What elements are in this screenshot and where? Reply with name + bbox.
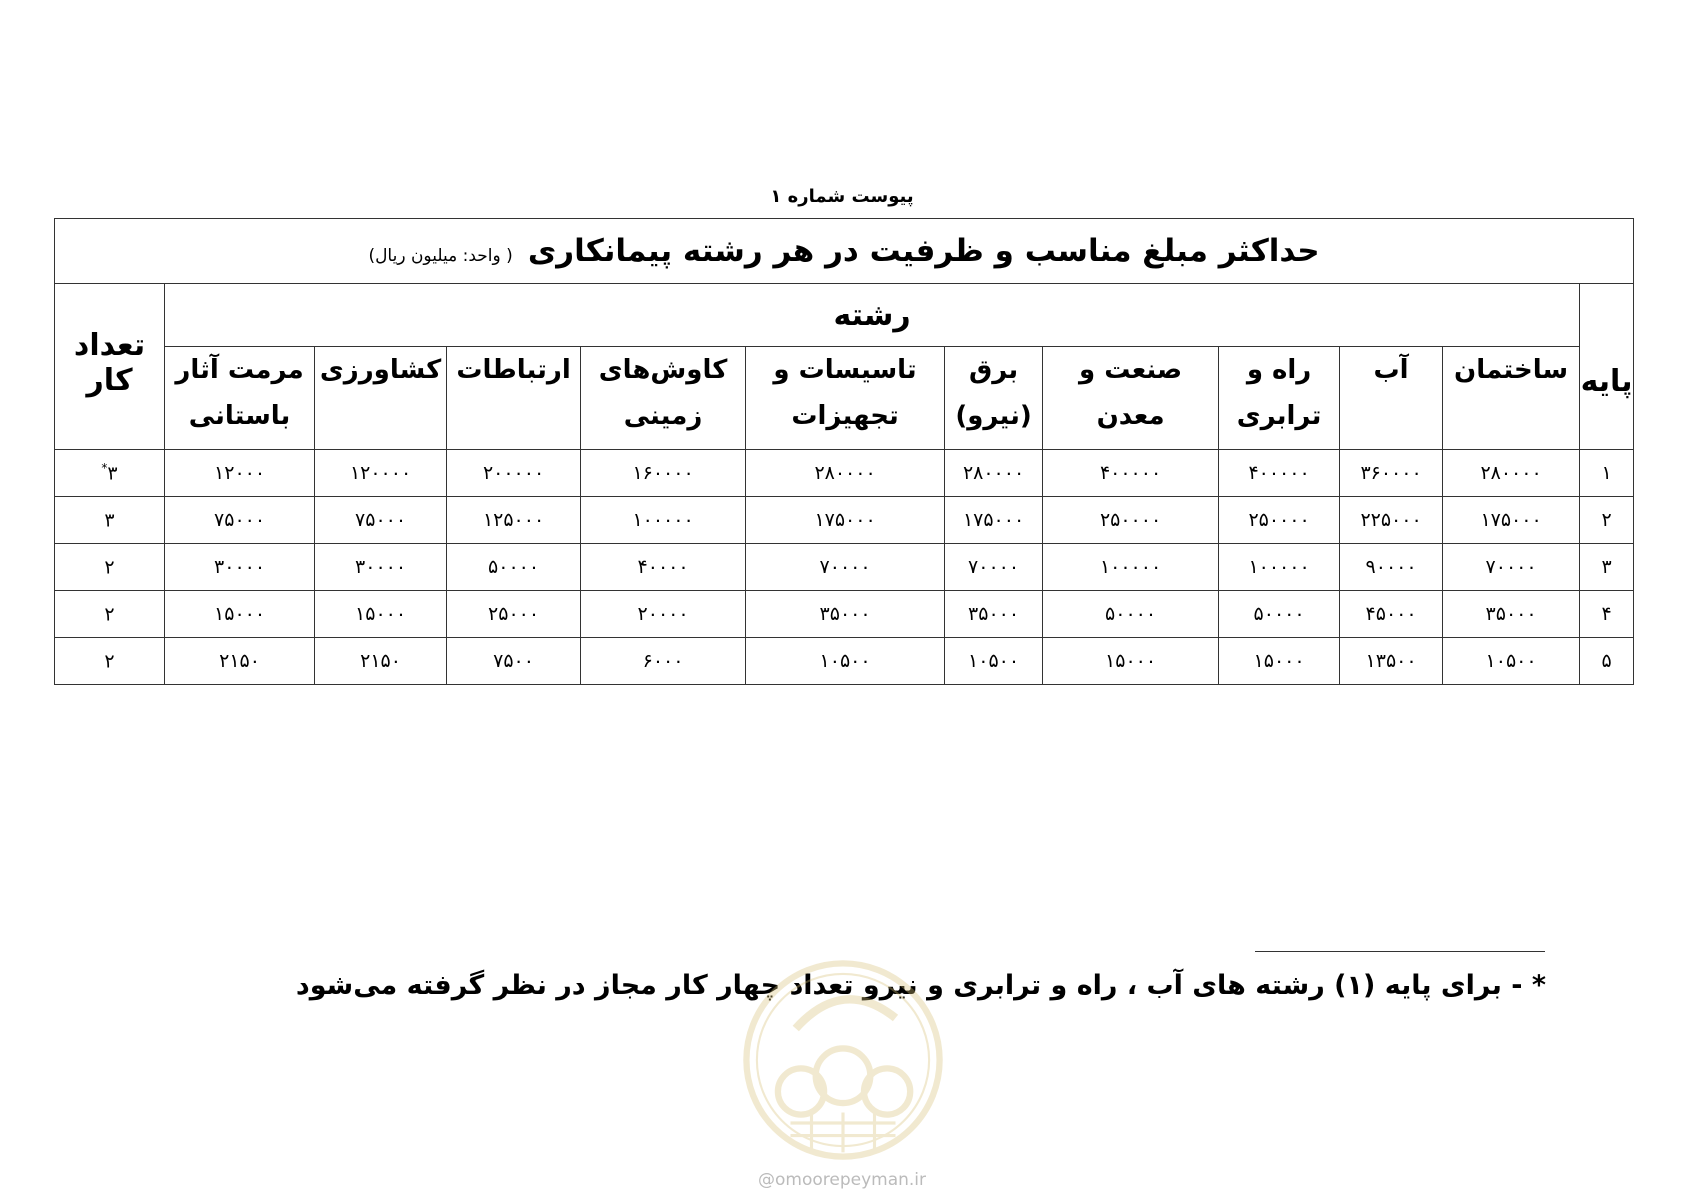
field-header [315, 347, 447, 450]
value-cell: ۳۰۰۰۰ [315, 544, 447, 591]
base-cell: ۱ [1580, 450, 1634, 497]
value-cell: ۹۰۰۰۰ [1340, 544, 1443, 591]
value-cell: ۲۸۰۰۰۰ [746, 450, 945, 497]
work-count-value: ۲ [104, 556, 115, 579]
value-cell: ۵۰۰۰۰ [447, 544, 581, 591]
value-cell: ۲۲۵۰۰۰ [1340, 497, 1443, 544]
footnote-marker: * [101, 461, 108, 476]
field-header-line1: مرمت آثار [175, 355, 304, 385]
value-cell: ۲۵۰۰۰۰ [1219, 497, 1340, 544]
field-header-line1: راه و [1246, 355, 1312, 385]
value-cell: ۷۵۰۰۰ [165, 497, 315, 544]
field-header [945, 347, 1043, 450]
base-cell: ۲ [1580, 497, 1634, 544]
value-cell: ۱۵۰۰۰ [1043, 638, 1219, 685]
value-cell: ۱۲۰۰۰ [165, 450, 315, 497]
value-cell: ۱۰۵۰۰ [746, 638, 945, 685]
field-header-line2: زمینی [623, 401, 703, 431]
value-cell: ۵۰۰۰۰ [1219, 591, 1340, 638]
unit-note: ( واحد: میلیون ریال) [368, 246, 513, 266]
table-row [55, 638, 1634, 685]
footnote-divider [1255, 951, 1545, 952]
field-header [165, 347, 315, 450]
value-cell: ۲۸۰۰۰۰ [945, 450, 1043, 497]
field-header [1219, 347, 1340, 450]
field-header [447, 347, 581, 450]
field-header-line2: تجهیزات [791, 401, 899, 431]
value-cell: ۱۵۰۰۰ [165, 591, 315, 638]
value-cell: ۲۱۵۰ [165, 638, 315, 685]
field-header-line2: باستانی [188, 401, 291, 431]
table-row [55, 450, 1634, 497]
field-header-line1: کاوش‌های [598, 355, 728, 385]
value-cell: ۲۸۰۰۰۰ [1443, 450, 1580, 497]
field-header-row [55, 347, 1634, 450]
value-cell: ۴۵۰۰۰ [1340, 591, 1443, 638]
value-cell: ۱۰۰۰۰۰ [581, 497, 746, 544]
table-title: حداکثر مبلغ مناسب و ظرفیت در هر رشته پیمانکاری [527, 233, 1320, 269]
field-header-line2: (نیرو) [955, 401, 1032, 431]
value-cell: ۳۰۰۰۰ [165, 544, 315, 591]
work-count-cell [55, 638, 165, 685]
field-header [581, 347, 746, 450]
value-cell: ۷۰۰۰۰ [945, 544, 1043, 591]
work-count-value: ۲ [104, 603, 115, 626]
work-count-cell [55, 450, 165, 497]
appendix-label: پیوست شماره ۱ [770, 186, 914, 207]
base-cell: ۵ [1580, 638, 1634, 685]
field-header [1043, 347, 1219, 450]
value-cell: ۴۰۰۰۰ [581, 544, 746, 591]
value-cell: ۲۰۰۰۰۰ [447, 450, 581, 497]
value-cell: ۱۵۰۰۰ [315, 591, 447, 638]
work-count-header: تعداد کار [55, 284, 165, 450]
table-row [55, 591, 1634, 638]
value-cell: ۱۰۰۰۰۰ [1043, 544, 1219, 591]
value-cell: ۲۵۰۰۰ [447, 591, 581, 638]
field-header-line1: ارتباطات [456, 355, 571, 385]
value-cell: ۷۵۰۰ [447, 638, 581, 685]
field-header-line1: ساختمان [1454, 355, 1569, 385]
field-header [746, 347, 945, 450]
value-cell: ۳۶۰۰۰۰ [1340, 450, 1443, 497]
work-count-cell [55, 497, 165, 544]
work-count-cell [55, 591, 165, 638]
value-cell: ۱۷۵۰۰۰ [746, 497, 945, 544]
field-header-line1: برق [968, 355, 1019, 385]
value-cell: ۶۰۰۰ [581, 638, 746, 685]
value-cell: ۱۲۰۰۰۰ [315, 450, 447, 497]
value-cell: ۱۰۵۰۰ [945, 638, 1043, 685]
value-cell: ۱۰۵۰۰ [1443, 638, 1580, 685]
work-count-value: ۲ [104, 650, 115, 673]
value-cell: ۱۲۵۰۰۰ [447, 497, 581, 544]
value-cell: ۷۵۰۰۰ [315, 497, 447, 544]
field-header [1340, 347, 1443, 450]
field-header-line1: تاسیسات و [773, 355, 917, 385]
field-header-line1: آب [1373, 355, 1409, 385]
base-cell: ۴ [1580, 591, 1634, 638]
work-count-value: ۳ [107, 462, 118, 485]
value-cell: ۱۷۵۰۰۰ [1443, 497, 1580, 544]
value-cell: ۲۵۰۰۰۰ [1043, 497, 1219, 544]
field-header-line2: ترابری [1236, 401, 1322, 431]
value-cell: ۱۳۵۰۰ [1340, 638, 1443, 685]
value-cell: ۱۵۰۰۰ [1219, 638, 1340, 685]
field-group-header: رشته [165, 284, 1580, 347]
work-count-cell [55, 544, 165, 591]
watermark-text: @omoorepeyman.ir [757, 1170, 927, 1190]
work-count-value: ۳ [104, 509, 115, 532]
table-title-cell [55, 219, 1634, 284]
table-row [55, 497, 1634, 544]
value-cell: ۷۰۰۰۰ [1443, 544, 1580, 591]
base-header: پایه [1580, 284, 1634, 450]
value-cell: ۱۰۰۰۰۰ [1219, 544, 1340, 591]
value-cell: ۳۵۰۰۰ [1443, 591, 1580, 638]
value-cell: ۵۰۰۰۰ [1043, 591, 1219, 638]
capacity-table [54, 218, 1634, 685]
value-cell: ۱۷۵۰۰۰ [945, 497, 1043, 544]
field-header-line1: صنعت و [1078, 355, 1183, 385]
table-body [55, 450, 1634, 685]
field-header [1443, 347, 1580, 450]
value-cell: ۲۰۰۰۰ [581, 591, 746, 638]
field-header-line1: کشاورزی [319, 355, 442, 385]
value-cell: ۳۵۰۰۰ [945, 591, 1043, 638]
footnote-text: * - برای پایه (۱) رشته های آب ، راه و ترابری و نیرو تعداد چهار کار مجاز در نظر گرفته می‌شود [295, 970, 1546, 1001]
field-header-line2: معدن [1096, 401, 1165, 431]
table-row [55, 544, 1634, 591]
table-title-row [55, 219, 1634, 284]
value-cell: ۷۰۰۰۰ [746, 544, 945, 591]
value-cell: ۳۵۰۰۰ [746, 591, 945, 638]
base-cell: ۳ [1580, 544, 1634, 591]
value-cell: ۴۰۰۰۰۰ [1219, 450, 1340, 497]
value-cell: ۲۱۵۰ [315, 638, 447, 685]
field-group-row [55, 284, 1634, 347]
value-cell: ۴۰۰۰۰۰ [1043, 450, 1219, 497]
value-cell: ۱۶۰۰۰۰ [581, 450, 746, 497]
